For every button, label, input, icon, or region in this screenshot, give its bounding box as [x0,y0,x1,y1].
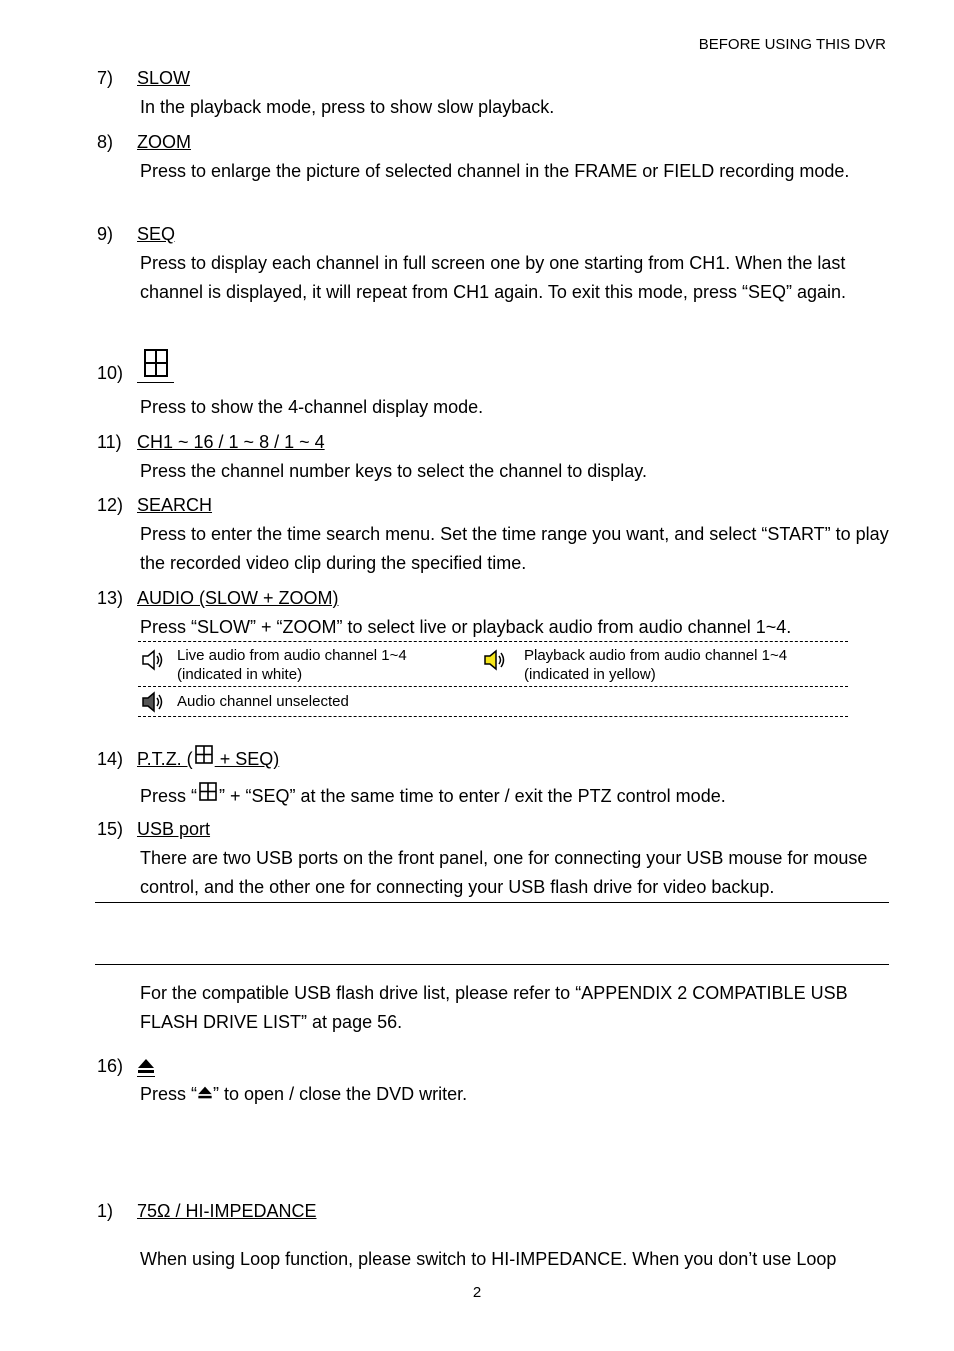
item-description: Press the channel number keys to select the channel to display. [140,461,647,481]
item-usb-port [97,819,210,840]
item-description: Press to enter the time search menu. Set the time range you want, and select “START” to play the recorded video clip during the specified time. [140,524,889,573]
item-ptz [97,745,279,770]
audio-playback-line1: Playback audio from audio channel 1~4 [524,647,788,664]
desc-part: ” to open / close the DVD writer. [213,1084,468,1104]
audio-playback-line2: (indicated in yellow) [524,666,656,683]
item-title: SEARCH [137,495,213,515]
item-eject [97,1056,137,1077]
item-number: 10) [97,363,124,383]
item-slow [97,68,190,89]
item-title [137,1057,155,1077]
item-number: 15) [97,819,124,839]
item-title [137,749,279,769]
speaker-white-icon [140,648,164,672]
speaker-yellow-icon [482,648,506,672]
item-number: 13) [97,588,124,608]
item-number: 12) [97,495,124,515]
item-title: SEQ [137,224,176,244]
audio-live-text [177,646,407,684]
item-title: SLOW [137,68,191,88]
item-search [97,495,212,516]
item-number: 7) [97,68,114,88]
item-description: In the playback mode, press to show slow playback. [140,97,555,117]
desc-part: Press “ [140,1084,198,1104]
table-divider [138,641,848,642]
item-audio [97,588,339,609]
note-text: For the compatible USB flash drive list, please refer to “APPENDIX 2 COMPATIBLE USB FLASH DRIVE LIST” at page 56. [140,983,848,1032]
item-description: Press “SLOW” + “ZOOM” to select live or playback audio from audio channel 1~4. [140,617,792,637]
table-divider [138,716,848,717]
item-description: Press to display each channel in full screen one by one starting from CH1. When the last channel is displayed, it will repeat from CH1 again. To exit this mode, press “SEQ” again. [140,253,846,302]
desc-part: Press “ [140,786,198,806]
audio-live-line2: (indicated in white) [177,666,303,683]
audio-live-line1: Live audio from audio channel 1~4 [177,647,407,664]
item-number: 11) [97,432,122,452]
item-number: 9) [97,224,114,244]
eject-icon [137,1057,155,1075]
running-header: BEFORE USING THIS DVR [698,36,886,53]
note-rule-top [95,902,889,903]
item-impedance [97,1201,317,1222]
quad-grid-icon [193,745,215,765]
item-description [140,782,890,811]
desc-part: ” + “SEQ” at the same time to enter / exit the PTZ control mode. [219,786,726,806]
audio-unselected-text: Audio channel unselected [177,693,349,710]
speaker-gray-icon [140,690,164,714]
item-number: 14) [97,749,124,769]
table-divider [138,686,848,687]
item-description: Press to show the 4-channel display mode. [140,397,484,417]
title-part: + SEQ) [214,749,280,769]
item-description: There are two USB ports on the front panel, one for connecting your USB mouse for mouse control, and the other one for connecting your USB flash drive for video backup. [140,848,868,897]
item-zoom [97,132,191,153]
item-description: Press to enlarge the picture of selected channel in the FRAME or FIELD recording mode. [140,161,850,181]
item-number: 1) [97,1201,114,1221]
item-title: USB port [137,819,211,839]
title-part: P.T.Z. ( [137,749,193,769]
item-title: CH1 ~ 16 / 1 ~ 8 / 1 ~ 4 [137,432,325,452]
note-rule-bottom [95,964,889,965]
page-number: 2 [472,1284,482,1301]
item-title: AUDIO (SLOW + ZOOM) [137,588,339,608]
item-title: ZOOM [137,132,191,152]
item-channel-keys [97,432,325,453]
item-quad [97,363,137,384]
eject-icon [197,1085,213,1100]
item-title [137,348,174,383]
item-seq [97,224,175,245]
item-title: 75Ω / HI-IMPEDANCE [137,1201,317,1221]
quad-grid-icon [197,782,219,802]
item-description: When using Loop function, please switch to HI-IMPEDANCE. When you don’t use Loop [140,1249,837,1269]
audio-playback-text [524,646,787,684]
item-number: 16) [97,1056,124,1076]
quad-grid-icon [138,348,174,378]
item-description [140,1080,890,1109]
item-number: 8) [97,132,114,152]
